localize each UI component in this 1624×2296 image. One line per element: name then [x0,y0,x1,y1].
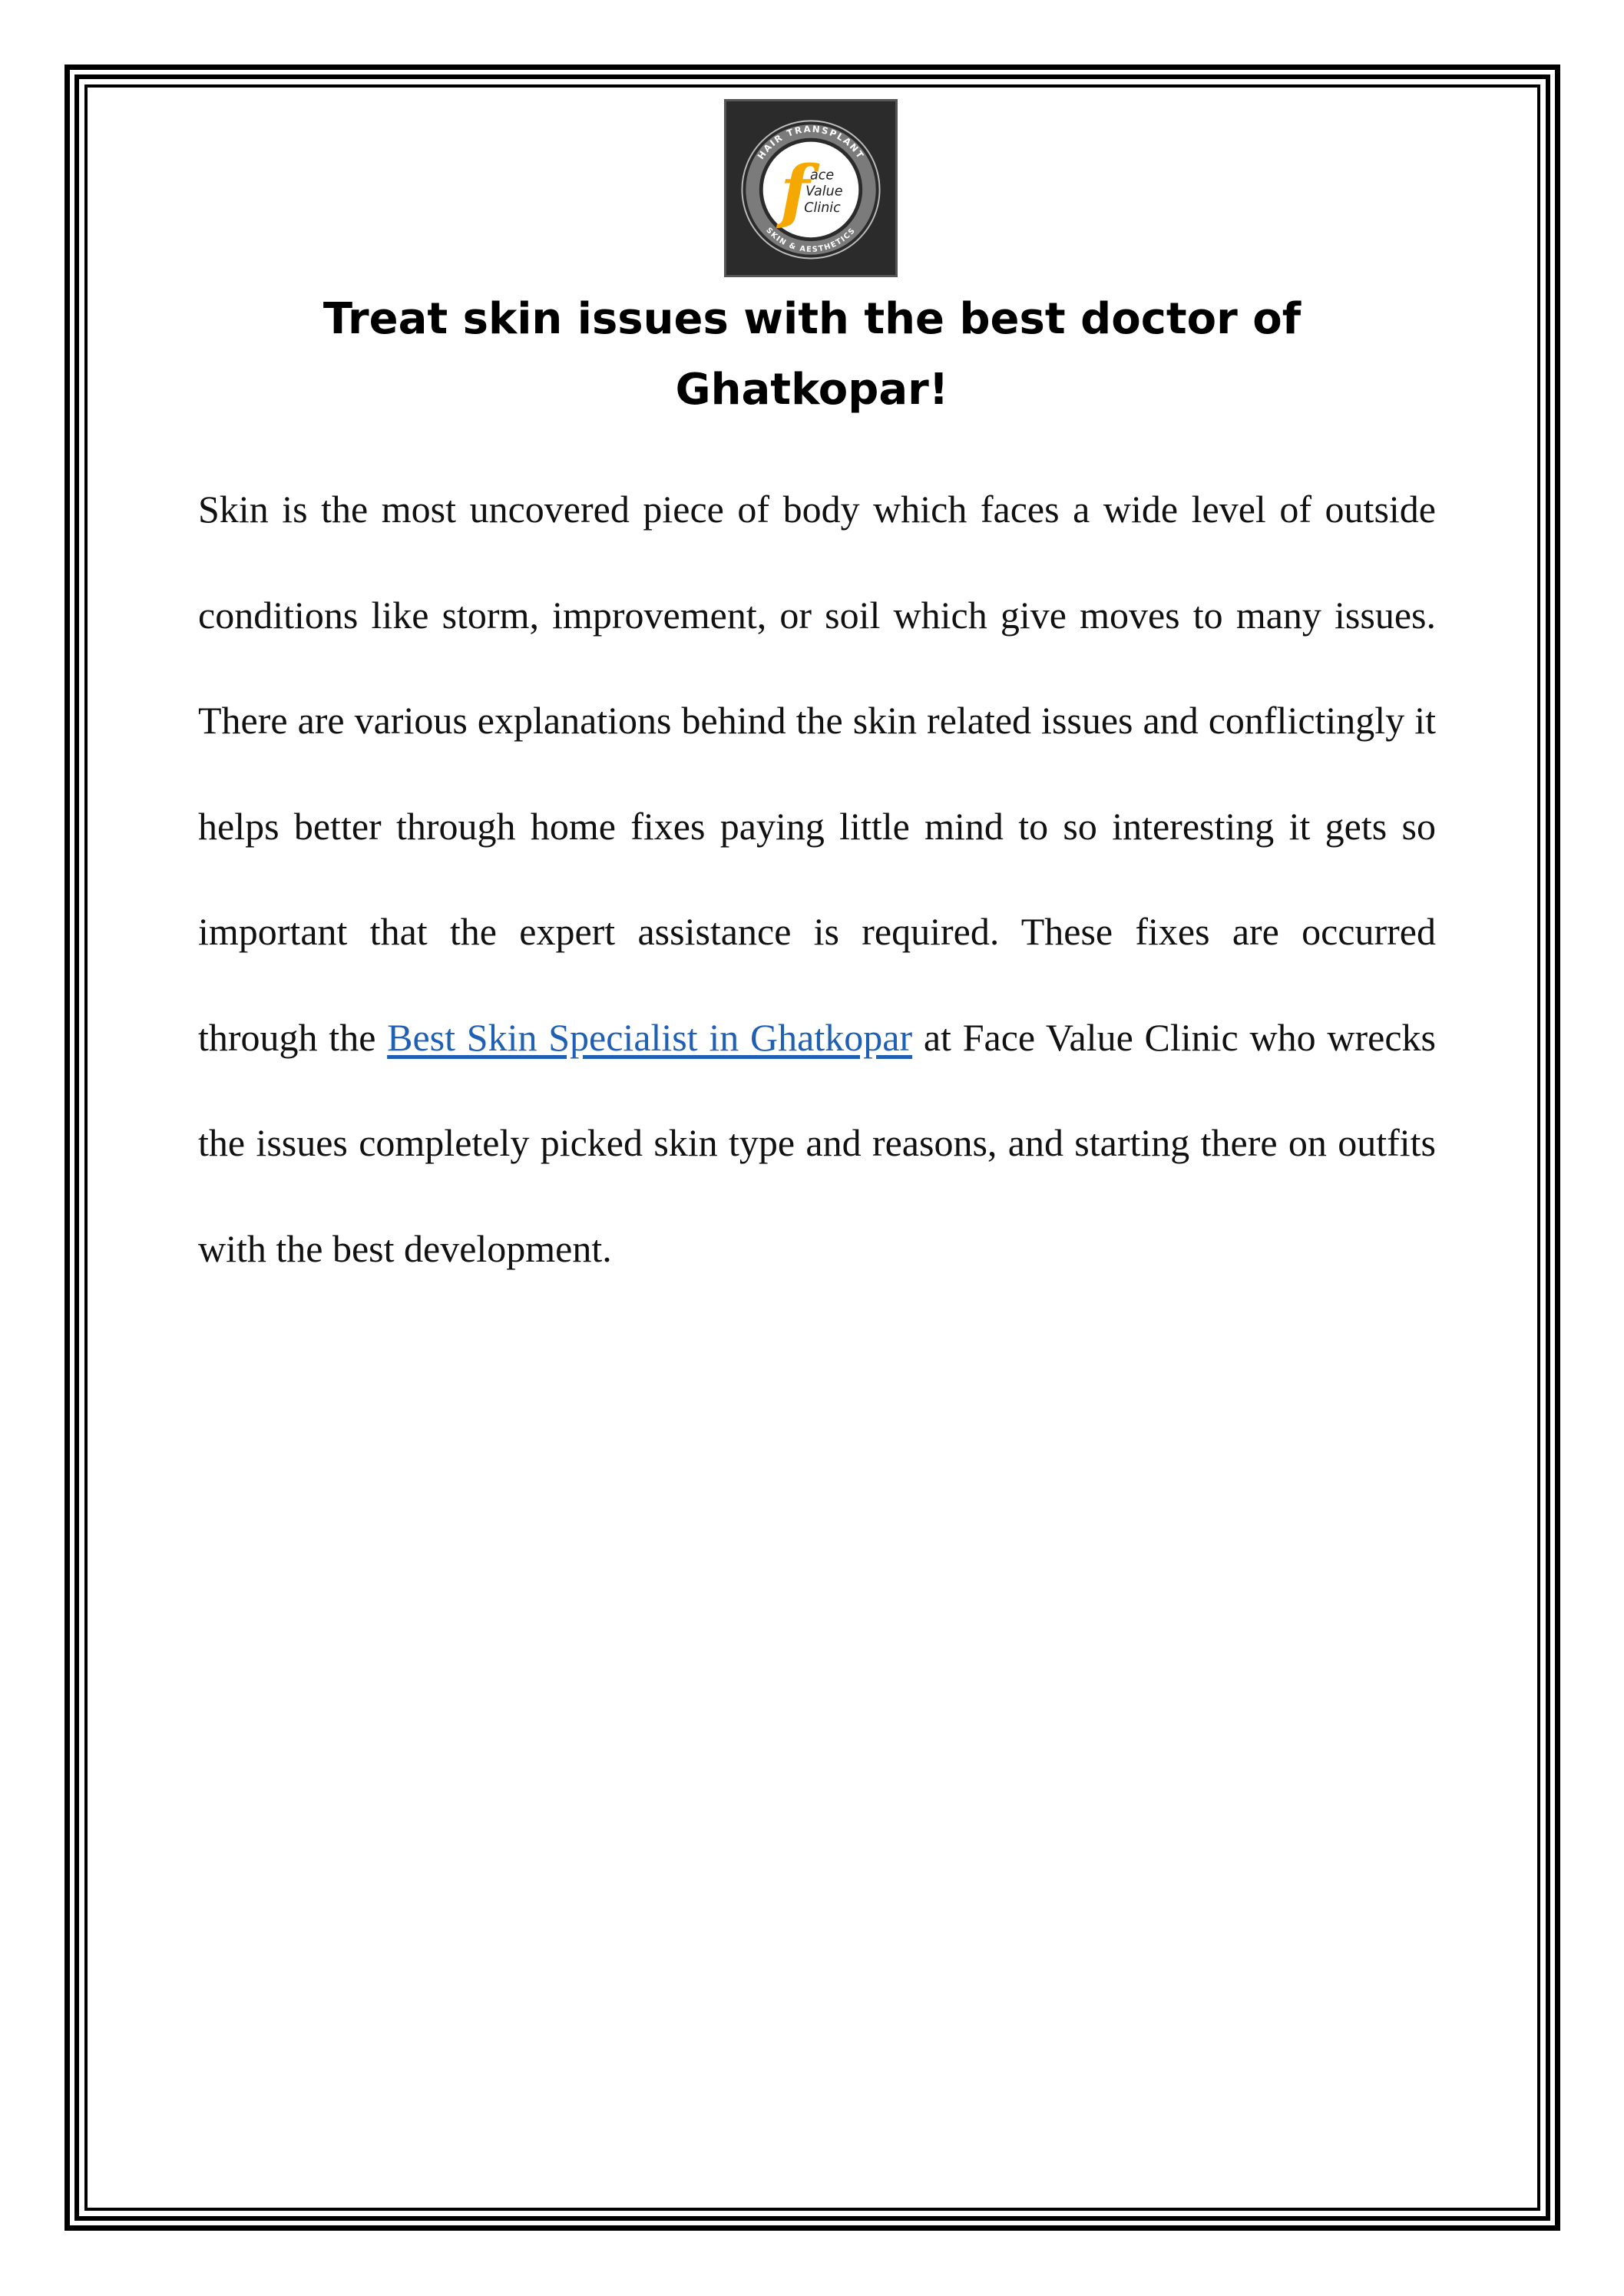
page-title-line1: Treat skin issues with the best doctor of [322,294,1302,344]
body-text-after-link: at Face Value Clinic who wrecks the issues completely picked skin type and reasons, and starting there on outfits with the best development. [198,1015,1436,1270]
logo-brand-line1: ace [810,167,835,184]
logo-letter: f [780,151,810,233]
clinic-logo [724,99,898,277]
body-text-before-link: Skin is the most uncovered piece of body which faces a wide level of outside conditions like storm, improvement, or soil which give moves to many issues. There are various explanations behind the skin related issues and conflictingly it helps better through home fixes paying little mind to so interesting it gets so important that the expert assistance is required. These fixes are occurred through the [198,488,1436,1059]
body-paragraph [198,457,1436,1302]
logo-ring-top-text: HAIR TRANSPLANT [755,123,867,161]
logo-brand-line2: Value [805,184,843,200]
logo-ring-bottom-text: SKIN & AESTHETICS [764,226,858,254]
page-title-line2: Ghatkopar! [675,365,949,415]
page-title [200,284,1424,425]
best-skin-specialist-link[interactable]: Best Skin Specialist in Ghatkopar [387,1015,913,1059]
logo-brand-line3: Clinic [804,200,841,217]
logo-graphic [726,101,895,275]
